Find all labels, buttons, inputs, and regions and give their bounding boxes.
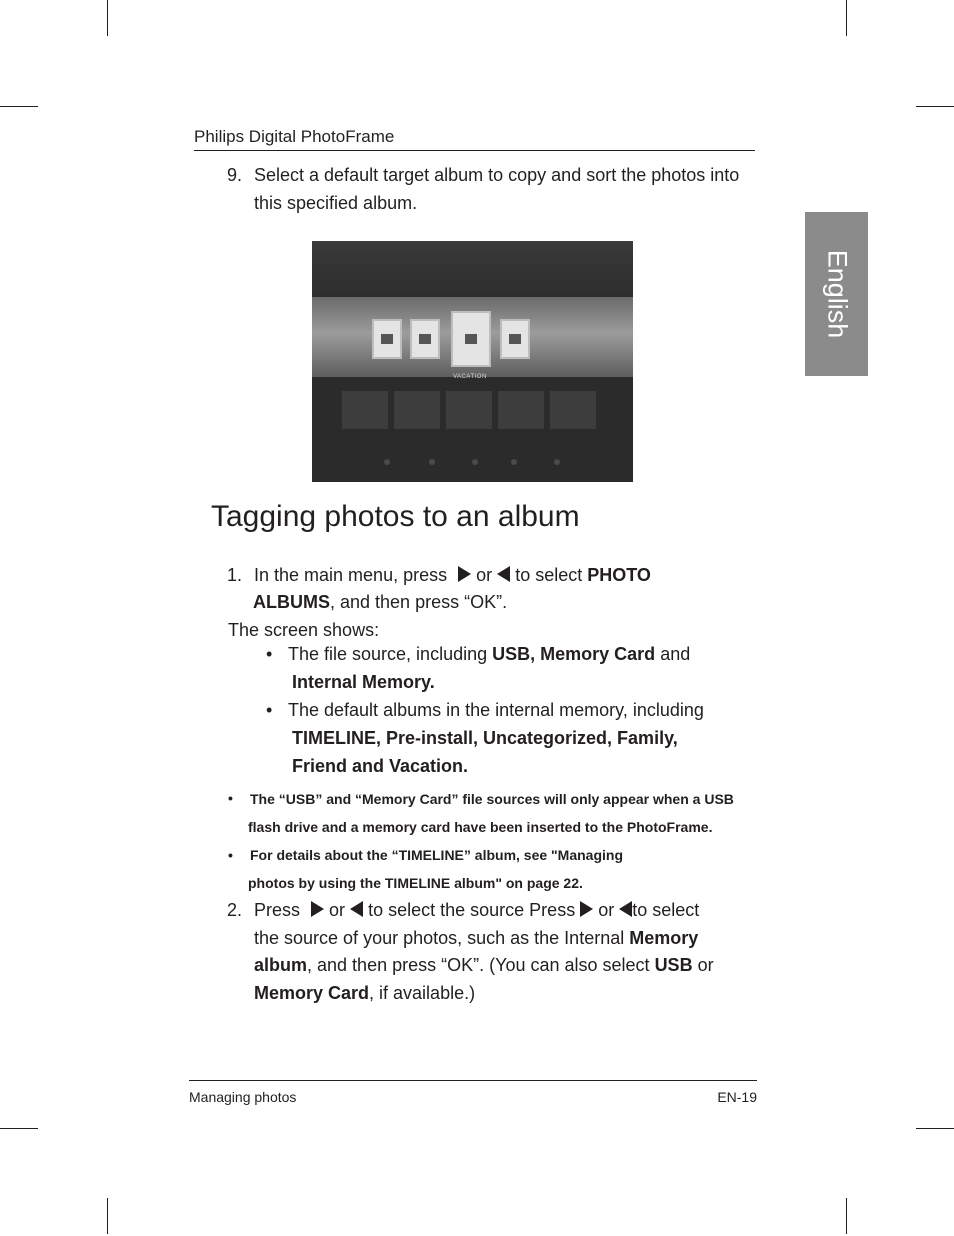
step-9-number: 9. — [227, 165, 243, 185]
step-9-line1: Select a default target album to copy and sort the photos into — [254, 165, 740, 185]
crop-mark — [846, 1198, 847, 1234]
step-1-text-b: to select — [515, 565, 583, 585]
nav-dot — [472, 459, 478, 465]
right-arrow-icon — [580, 901, 593, 917]
language-tab — [805, 212, 868, 376]
step-2-l4a: Memory Card — [254, 983, 370, 1003]
running-header — [194, 126, 755, 151]
step-1-line2 — [253, 591, 507, 613]
selected-album-caption: VACATION — [453, 374, 487, 380]
bullet-2-bold1: TIMELINE, Pre-install, Uncategorized, Family, — [292, 728, 678, 748]
step-2-l2a: the source of your photos, such as the Internal — [254, 928, 625, 948]
bullet-1-bold1: USB, Memory Card — [492, 644, 656, 664]
page-number: EN-19 — [717, 1089, 757, 1105]
step-2-l3c: USB — [654, 955, 693, 975]
note-2-line2: photos by using the TIMELINE album" on page 22. — [248, 875, 583, 891]
right-arrow-icon — [311, 901, 324, 917]
step-2-mid: to select the source Press — [368, 900, 576, 920]
step-1-text-c: , and then press “OK”. — [330, 592, 508, 612]
step-1-line1 — [254, 564, 651, 586]
step-9-line2: this specified album. — [254, 193, 418, 213]
step-2-l2b: Memory — [629, 928, 699, 948]
left-arrow-icon — [619, 901, 632, 917]
left-arrow-icon — [497, 566, 510, 582]
step-2-l4b: , if available.) — [369, 983, 476, 1003]
section-title: Tagging photos to an album — [211, 500, 580, 533]
album-icon — [410, 319, 440, 359]
album-icon — [500, 319, 530, 359]
note-bullet: • — [228, 790, 233, 806]
bullet-1-line1 — [288, 643, 690, 665]
photo-thumbnails — [342, 391, 602, 429]
crop-mark — [107, 1198, 108, 1234]
step-1-text-a: In the main menu, press — [254, 565, 448, 585]
running-footer — [189, 1080, 757, 1105]
crop-mark — [0, 1128, 38, 1129]
bullet-2-bold2: Friend and Vacation. — [292, 756, 469, 776]
note-bullet: • — [228, 847, 233, 863]
step-2-line3 — [254, 954, 714, 976]
step-2-line4 — [254, 982, 475, 1004]
photoframe-screenshot — [312, 241, 633, 482]
note-1-line2: flash drive and a memory card have been inserted to the PhotoFrame. — [248, 819, 713, 835]
crop-mark — [846, 0, 847, 36]
right-arrow-icon — [458, 566, 471, 582]
bullet-1-bold2: Internal Memory. — [292, 672, 435, 692]
nav-dot — [554, 459, 560, 465]
note-2-line1: For details about the “TIMELINE” album, see "Managing — [250, 847, 624, 863]
left-arrow-icon — [350, 901, 363, 917]
header-title: Philips Digital PhotoFrame — [194, 127, 395, 146]
crop-mark — [916, 106, 954, 107]
step-2-or: or — [329, 900, 346, 920]
step-2-number: 2. — [227, 900, 243, 920]
bullet-marker: • — [266, 700, 273, 720]
nav-dot — [511, 459, 517, 465]
bullet-marker: • — [266, 644, 273, 664]
nav-dot — [429, 459, 435, 465]
step-1-or: or — [476, 565, 493, 585]
step-2-or-2: or — [598, 900, 615, 920]
note-1-line1: The “USB” and “Memory Card” file sources will only appear when a USB — [250, 791, 734, 807]
language-tab-label: English — [822, 249, 852, 339]
step-2-line2 — [254, 927, 698, 949]
step-2-line1 — [254, 899, 699, 921]
step-1-bold2: ALBUMS — [253, 592, 330, 612]
step-2-end: to select — [632, 900, 700, 920]
crop-mark — [916, 1128, 954, 1129]
step-2-l3d: or — [697, 955, 714, 975]
bullet-1-text-a: The file source, including — [288, 644, 488, 664]
selected-album-icon — [451, 311, 491, 367]
screen-shows-label: The screen shows: — [228, 620, 380, 640]
step-1-number: 1. — [227, 565, 243, 585]
crop-mark — [0, 106, 38, 107]
step-2-press: Press — [254, 900, 301, 920]
step-1-bold1: PHOTO — [587, 565, 651, 585]
crop-mark — [107, 0, 108, 36]
step-2-l3a: album — [254, 955, 308, 975]
screen-top-band — [312, 241, 633, 297]
album-icon — [372, 319, 402, 359]
bullet-2-line1: The default albums in the internal memory, including — [288, 700, 704, 720]
step-2-l3b: , and then press “OK”. (You can also select — [307, 955, 650, 975]
bullet-1-text-b: and — [660, 644, 691, 664]
footer-section: Managing photos — [189, 1089, 297, 1105]
nav-dot — [384, 459, 390, 465]
